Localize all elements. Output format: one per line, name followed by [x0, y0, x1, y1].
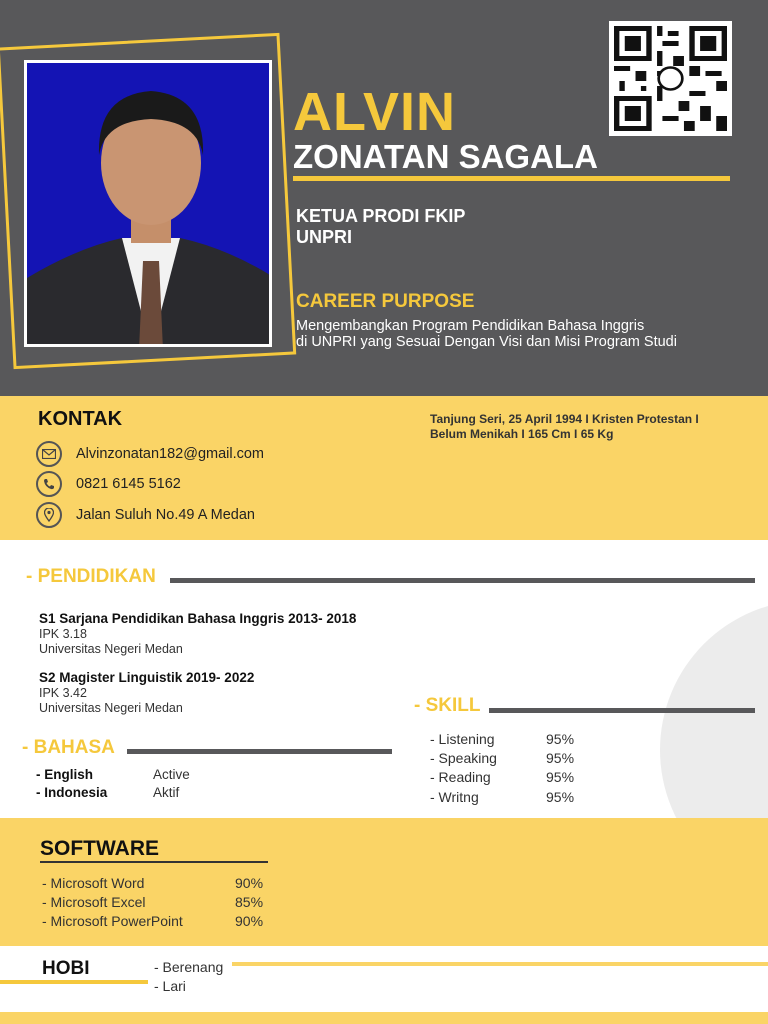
skill-value: 95% — [546, 750, 575, 766]
profile-photo — [24, 60, 272, 347]
skill-name: - Speaking — [430, 750, 497, 766]
personal-info — [430, 412, 750, 442]
last-name: ZONATAN SAGALA — [293, 138, 598, 175]
education-degree: S1 Sarjana Pendidikan Bahasa Inggris 2013- 2018 — [39, 611, 357, 626]
hobby-item: - Berenang — [154, 959, 224, 975]
job-title-line: KETUA PRODI FKIP — [296, 206, 466, 226]
language-level: Active — [153, 767, 190, 782]
education-divider — [170, 578, 755, 583]
skill-value: 95% — [546, 789, 575, 805]
career-purpose-line: Mengembangkan Program Pendidikan Bahasa Inggris — [296, 318, 645, 334]
software-name: - Microsoft Word — [42, 875, 145, 891]
email-text[interactable]: Alvinzonatan182@gmail.com — [76, 446, 265, 462]
qr-code-icon — [609, 21, 732, 136]
language-name: - English — [36, 767, 93, 782]
software-value: 90% — [235, 913, 264, 929]
skill-name: - Listening — [430, 731, 495, 747]
contact-phone-row — [36, 471, 181, 497]
software-divider — [40, 861, 268, 863]
address-text: Jalan Suluh No.49 A Medan — [76, 507, 255, 523]
hobby-item: - Lari — [154, 978, 186, 994]
education-school: Universitas Negeri Medan — [39, 701, 183, 715]
language-level: Aktif — [153, 785, 180, 800]
education-school: Universitas Negeri Medan — [39, 642, 183, 656]
career-purpose-line: di UNPRI yang Sesuai Dengan Visi dan Misi Program Studi — [296, 334, 677, 350]
software-value: 90% — [235, 875, 264, 891]
software-heading: SOFTWARE — [40, 837, 159, 860]
hobby-divider — [232, 962, 768, 966]
contact-heading: KONTAK — [38, 408, 123, 430]
footer-bar — [0, 1012, 768, 1024]
skill-value: 95% — [546, 731, 575, 747]
first-name: ALVIN — [293, 82, 456, 142]
mail-icon — [36, 441, 62, 467]
software-name: - Microsoft PowerPoint — [42, 913, 183, 929]
career-purpose-heading: CAREER PURPOSE — [296, 291, 475, 312]
name-divider — [293, 176, 730, 181]
contact-email-row — [36, 441, 264, 467]
job-title-line: UNPRI — [296, 227, 353, 247]
personal-info-line: Belum Menikah I 165 Cm I 65 Kg — [430, 427, 614, 441]
contact-address-row — [36, 502, 255, 528]
career-purpose-text — [296, 318, 726, 350]
skill-heading: - SKILL — [414, 695, 481, 716]
phone-text[interactable]: 0821 6145 5162 — [76, 476, 181, 492]
language-divider — [127, 749, 392, 754]
job-title — [296, 206, 596, 248]
education-gpa: IPK 3.42 — [39, 686, 87, 700]
skill-name: - Writng — [430, 789, 479, 805]
phone-icon — [36, 471, 62, 497]
skill-divider — [489, 708, 755, 713]
language-heading: - BAHASA — [22, 737, 115, 758]
hobby-heading: HOBI — [42, 958, 90, 979]
education-gpa: IPK 3.18 — [39, 627, 87, 641]
software-name: - Microsoft Excel — [42, 894, 146, 910]
education-heading: - PENDIDIKAN — [26, 566, 156, 587]
skill-name: - Reading — [430, 769, 491, 785]
personal-info-line: Tanjung Seri, 25 April 1994 I Kristen Protestan I — [430, 412, 699, 426]
language-name: - Indonesia — [36, 785, 108, 800]
software-value: 85% — [235, 894, 264, 910]
location-pin-icon — [36, 502, 62, 528]
education-degree: S2 Magister Linguistik 2019- 2022 — [39, 670, 255, 685]
skill-value: 95% — [546, 769, 575, 785]
